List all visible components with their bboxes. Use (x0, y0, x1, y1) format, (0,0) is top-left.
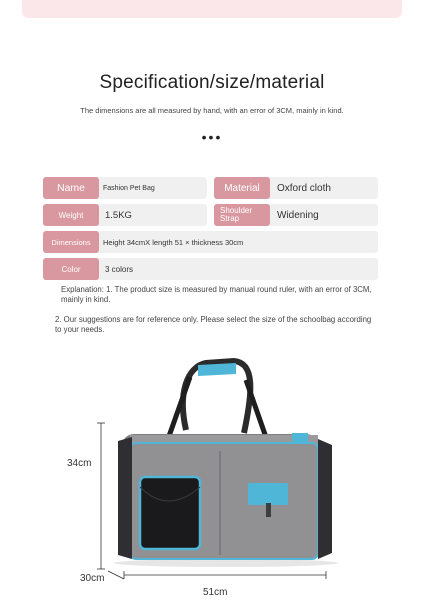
front-pocket (248, 483, 288, 505)
thickness-measurement: 30cm (80, 573, 105, 584)
spec-value-name: Fashion Pet Bag (103, 184, 155, 192)
bag-shadow (114, 559, 338, 567)
spec-value-color: 3 colors (105, 264, 134, 274)
note-suggestion: 2. Our suggestions are for reference only. Please select the size of the schoolbag according to your needs. (55, 315, 372, 334)
thickness-dimension-line (108, 571, 124, 579)
side-mesh-right (318, 439, 332, 559)
spec-value-weight: 1.5KG (105, 209, 132, 221)
spec-label-dimensions: Dimensions (43, 231, 99, 253)
spec-value-dimensions: Height 34cmX length 51 × thickness 30cm (103, 237, 244, 247)
spec-label-color: Color (43, 258, 99, 280)
spec-label-strap: Shoulder Strap (214, 204, 270, 226)
product-photo (0, 355, 424, 600)
spec-row-dimensions (43, 231, 378, 253)
height-measurement: 34cm (67, 458, 92, 469)
top-banner (22, 0, 402, 18)
side-mesh-left (118, 437, 132, 559)
length-measurement: 51cm (203, 587, 228, 598)
pocket-strap (266, 503, 271, 517)
note-explanation: Explanation: 1. The product size is measured by manual round ruler, with an error of 3CM, mainly in kind. (61, 285, 372, 304)
spec-row-weight (43, 204, 207, 226)
spec-label-material: Material (214, 177, 270, 199)
spec-row-color (43, 258, 378, 280)
spec-value-strap: Widening (277, 209, 319, 221)
spec-value-material: Oxford cloth (277, 182, 331, 194)
divider-dots: ••• (201, 129, 223, 145)
spec-label-name: Name (43, 177, 99, 199)
page-title: Specification/size/material (99, 72, 325, 93)
mesh-window (140, 477, 200, 549)
page-subtitle: The dimensions are all measured by hand, with an error of 3CM, mainly in kind. (80, 106, 344, 115)
side-tab (292, 433, 308, 443)
handle-grip (198, 363, 236, 376)
spec-row-name (43, 177, 207, 199)
spec-row-strap (214, 204, 378, 226)
spec-label-weight: Weight (43, 204, 99, 226)
spec-row-material (214, 177, 378, 199)
